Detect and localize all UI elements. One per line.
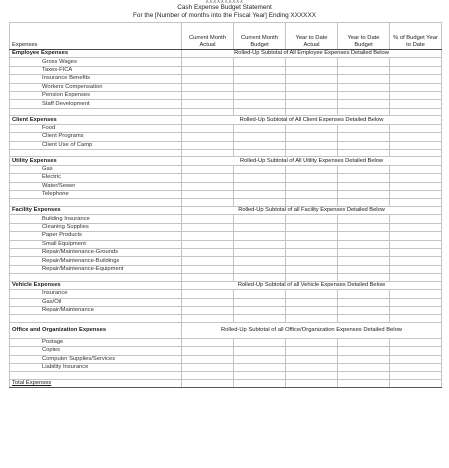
section-row-utility (10, 157, 442, 165)
line-item: Repair/Maintenance-Grounds (10, 248, 182, 256)
pct-budget-header: % of Budget Year to Date (390, 23, 442, 50)
line-item: Copies (10, 347, 182, 355)
section-label-client: Client Expenses (10, 116, 182, 124)
section-row-vehicle (10, 281, 442, 289)
spacer-row (10, 199, 442, 207)
table-row (10, 364, 442, 372)
line-item: Taxes-FICA (10, 66, 182, 74)
table-row (10, 191, 442, 199)
table-row (10, 290, 442, 298)
budget-table (9, 22, 442, 388)
line-item: Workers Compensation (10, 83, 182, 91)
section-label-office: Office and Organization Expenses (10, 322, 182, 338)
current-month-budget-header: Current Month Budget (234, 23, 286, 50)
section-label-utility: Utility Expenses (10, 157, 182, 165)
spacer-row (10, 274, 442, 282)
line-item: Paper Products (10, 232, 182, 240)
ytd-actual-header: Year to Date Actual (286, 23, 338, 50)
table-row (10, 141, 442, 149)
line-item: Insurance (10, 290, 182, 298)
line-item: Gross Wages (10, 58, 182, 66)
line-item: Computer Supplies/Services (10, 355, 182, 363)
line-item: Cleaning Supplies (10, 223, 182, 231)
header-row (10, 23, 442, 50)
table-row (10, 223, 442, 231)
line-item: Client Use of Camp (10, 141, 182, 149)
table-row (10, 265, 442, 273)
section-label-vehicle: Vehicle Expenses (10, 281, 182, 289)
table-row (10, 133, 442, 141)
rollup-note-employee: Rolled-Up Subtotal of All Employee Expenses Detailed Below (182, 50, 442, 58)
section-row-client (10, 116, 442, 124)
section-row-office (10, 322, 442, 338)
line-item: Telephone (10, 191, 182, 199)
table-row (10, 240, 442, 248)
line-item: Staff Development (10, 100, 182, 108)
statement-period: For the [Number of months into the Fiscal Year] Ending XXXXXX (133, 12, 316, 19)
section-row-employee (10, 50, 442, 58)
section-row-facility (10, 207, 442, 215)
line-item: Liability Insurance (10, 364, 182, 372)
table-row (10, 338, 442, 346)
table-row (10, 347, 442, 355)
line-item: Gas (10, 165, 182, 173)
rollup-note-vehicle: Rolled-Up Subtotal of all Vehicle Expenses Detailed Below (182, 281, 442, 289)
section-label-employee: Employee Expenses (10, 50, 182, 58)
section-label-facility: Facility Expenses (10, 207, 182, 215)
line-item: Postage (10, 338, 182, 346)
spacer-row (10, 108, 442, 116)
table-row (10, 66, 442, 74)
total-row (10, 380, 442, 388)
table-row (10, 232, 442, 240)
total-expenses-label: Total Expenses (10, 380, 182, 388)
spacer-row (10, 315, 442, 323)
table-row (10, 248, 442, 256)
line-item: Client Programs (10, 133, 182, 141)
expenses-column-header: Expenses (10, 23, 182, 50)
ytd-budget-header: Year to Date Budget (338, 23, 390, 50)
rollup-note-client: Rolled-Up Subtotal of All Client Expenses Detailed Below (182, 116, 442, 124)
line-item: Repair/Maintenance (10, 306, 182, 314)
line-item: Small Equipment (10, 240, 182, 248)
table-row (10, 257, 442, 265)
line-item: Repair/Maintenance-Buildings (10, 257, 182, 265)
table-row (10, 58, 442, 66)
line-item: Water/Sewer (10, 182, 182, 190)
spacer-row (10, 372, 442, 380)
table-row (10, 298, 442, 306)
table-row (10, 91, 442, 99)
rollup-note-utility: Rolled-Up Subtotal of All Utility Expenses Detailed Below (182, 157, 442, 165)
table-row (10, 100, 442, 108)
organization-name: XXXXXXXXXX (205, 0, 244, 5)
line-item: Repair/Maintenance-Equipment (10, 265, 182, 273)
line-item: Food (10, 124, 182, 132)
rollup-note-facility: Rolled-Up Subtotal of all Facility Expenses Detailed Below (182, 207, 442, 215)
line-item: Gas/Oil (10, 298, 182, 306)
table-row (10, 124, 442, 132)
current-month-actual-header: Current Month Actual (182, 23, 234, 50)
table-row (10, 215, 442, 223)
line-item: Pension Expenses (10, 91, 182, 99)
table-row (10, 355, 442, 363)
line-item: Insurance Benefits (10, 75, 182, 83)
table-row (10, 165, 442, 173)
spacer-row (10, 149, 442, 157)
table-row (10, 182, 442, 190)
table-row (10, 75, 442, 83)
statement-title: Cash Expense Budget Statement (177, 4, 272, 11)
rollup-note-office: Rolled-Up Subtotal of all Office/Organization Expenses Detailed Below (182, 322, 442, 338)
line-item: Building Insurance (10, 215, 182, 223)
table-row (10, 306, 442, 314)
table-row (10, 83, 442, 91)
table-row (10, 174, 442, 182)
line-item: Electric (10, 174, 182, 182)
